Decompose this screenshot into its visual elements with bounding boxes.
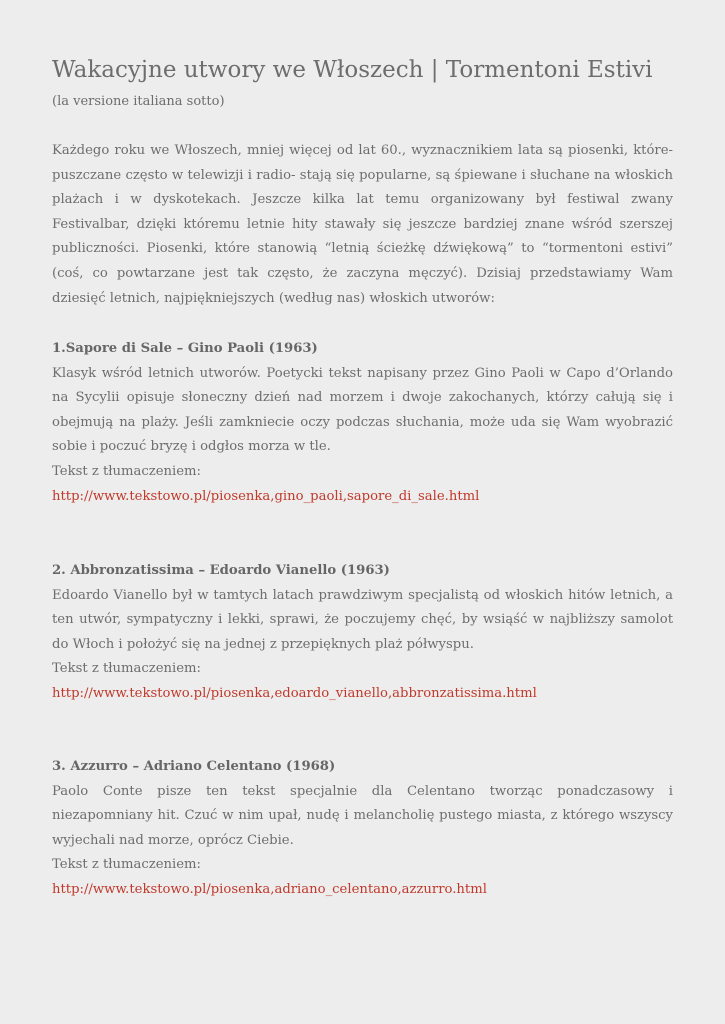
intro-paragraph: Każdego roku we Włoszech, mniej więcej od lat 60., wyznacznikiem lata są piosenki, które-puszczane często w telewizji i radio- stają się popularne, są śpiewane i słuchane na włoskich plażach i w dyskotekach. Jeszcze kilka lat temu organizowany był festiwal zwany Festivalbar, dzięki któremu letnie hity stawały się jeszcze bardziej znane wśród szerszej publiczności. Piosenki, które stanowią “letnią ścieżkę dźwiękową” to “tormentoni estivi” (coś, co powtarzane jest tak często, że zaczyna męczyć). Dzisiaj przedstawiamy Wam dziesięć letnich, najpiękniejszych (według nas) włoskich utworów:	[52, 143, 673, 306]
song-description: Klasyk wśród letnich utworów. Poetycki tekst napisany przez Gino Paoli w Capo d’Orlando na Sycylii opisuje słoneczny dzień nad morzem i dwoje zakochanych, którzy całują się i obejmują na plaży. Jeśli zamkniecie oczy podczas słuchania, może uda się Wam wyobrazić sobie i poczuć bryzę i odgłos morza w tle.	[52, 365, 673, 455]
lyrics-link[interactable]: http://www.tekstowo.pl/piosenka,edoardo_vianello,abbronzatissima.html	[52, 685, 537, 701]
page-title: Wakacyjne utwory we Włoszech | Tormentoni Estivi	[52, 57, 653, 83]
song-section-1	[52, 337, 673, 509]
lyrics-link[interactable]: http://www.tekstowo.pl/piosenka,gino_paoli,sapore_di_sale.html	[52, 488, 480, 504]
song-description: Edoardo Vianello był w tamtych latach prawdziwym specjalistą od włoskich hitów letnich, a ten utwór, sympatyczny i lekki, sprawi, że poczujemy chęć, by wsiąść w najbliższy samolot do Włoch i położyć się na jednej z przepięknych plaż półwyspu.	[52, 587, 673, 652]
song-heading: 1.Sapore di Sale – Gino Paoli (1963)	[52, 341, 318, 356]
song-section-2	[52, 559, 673, 707]
page-subtitle: (la versione italiana sotto)	[52, 94, 225, 109]
song-section-3	[52, 755, 673, 903]
lyrics-label: Tekst z tłumaczeniem:	[52, 463, 202, 479]
lyrics-link[interactable]: http://www.tekstowo.pl/piosenka,adriano_celentano,azzurro.html	[52, 881, 487, 897]
song-heading: 2. Abbronzatissima – Edoardo Vianello (1963)	[52, 563, 390, 578]
song-heading: 3. Azzurro – Adriano Celentano (1968)	[52, 759, 336, 774]
lyrics-label: Tekst z tłumaczeniem:	[52, 661, 202, 677]
song-description: Paolo Conte pisze ten tekst specjalnie dla Celentano tworząc ponadczasowy i niezapomniany hit. Czuć w nim upał, nudę i melancholię pustego miasta, z którego wszyscy wyjechali nad morze, oprócz Ciebie.	[52, 783, 673, 848]
lyrics-label: Tekst z tłumaczeniem:	[52, 857, 202, 873]
